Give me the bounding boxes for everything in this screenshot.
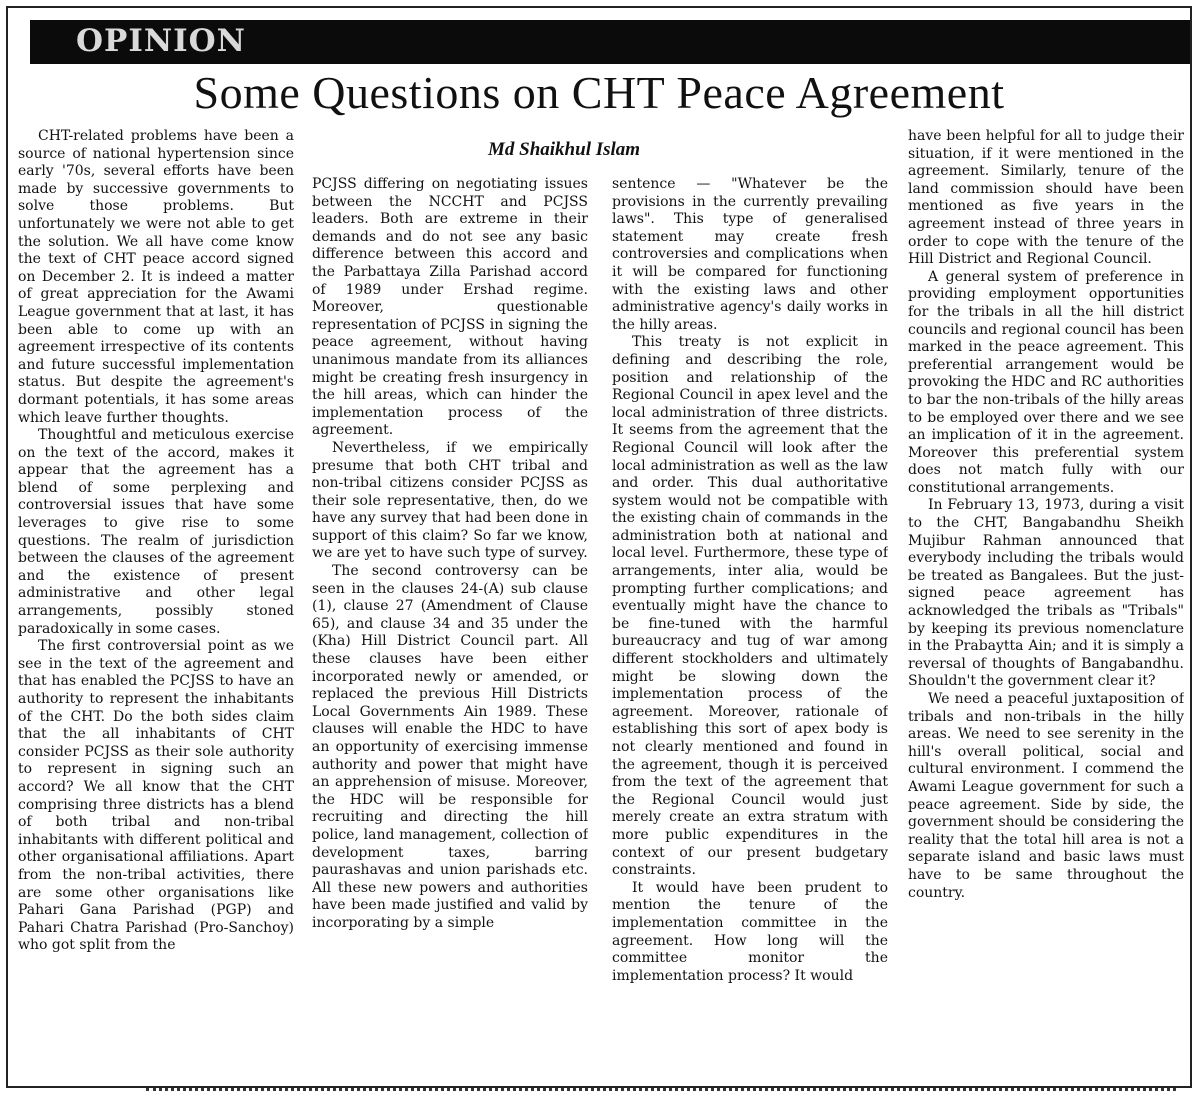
paragraph: We need a peaceful juxtaposition of tribals and non-tribals in the hilly areas. We need to see serenity in the hill's overall political, social and cultural environment. I commend the Awami League government for such a peace agreement. Side by side, the government should be considering the reality that the total hill area is not a separate island and basic laws must have to be same throughout the country. (908, 691, 1184, 901)
section-label: OPINION (76, 23, 246, 59)
article-column-2 (312, 176, 588, 1074)
paragraph: It would have been prudent to mention the tenure of the implementation committee in the agreement. How long will the committee monitor the implementation process? It would (612, 879, 888, 984)
paragraph: sentence — "Whatever be the provisions in the currently prevailing laws". This type of generalised statement may create fresh controversies and complications when it will be compared for functioning with the existing laws and other administrative agency's daily works in the hilly areas. (612, 176, 888, 333)
paragraph: CHT-related problems have been a source of national hypertension since early '70s, several efforts have been made by successive governments to solve those problems. But unfortunately we were not able to get the solution. We all have come know the text of CHT peace accord signed on December 2. It is indeed a matter of great appreciation for the Awami League government that at last, it has been able to come up with an agreement irrespective of its contents and future successful implementation status. But despite the agreement's dormant potentials, it has some areas which leave further thoughts. (18, 128, 294, 426)
paragraph: The first controversial point as we see in the text of the agreement and that has enabled the PCJSS to have an authority to represent the inhabitants of the CHT. Do the both sides claim that the all inhabitants of CHT consider PCJSS as their sole authority to represent in signing such an accord? We all know that the CHT comprising three districts has a blend of both tribal and non-tribal inhabitants with different political and other organisational affiliations. Apart from the non-tribal activities, there are some other organisations like Pahari Gana Parishad (PGP) and Pahari Chatra Parishad (Pro-Sanchoy) who got split from the (18, 638, 294, 954)
paragraph: PCJSS differing on negotiating issues between the NCCHT and PCJSS leaders. Both are extreme in their demands and do not see any basic difference between this accord and the Parbattaya Zilla Parishad accord of 1989 under Ershad regime. Moreover, questionable representation of PCJSS in signing the peace agreement, without having unanimous mandate from its alliances might be creating fresh insurgency in the hill areas, which can hinder the implementation process of the agreement. (312, 176, 588, 439)
section-banner (30, 20, 1190, 64)
article-column-3 (612, 176, 888, 1074)
bottom-dotted-rule (146, 1088, 1176, 1091)
paragraph: have been helpful for all to judge their situation, if it were mentioned in the agreement. Similarly, tenure of the land commission should have been mentioned as five years in the agreement instead of three years in order to cope with the tenure of the Hill District and Regional Council. (908, 128, 1184, 268)
headline: Some Questions on CHT Peace Agreement (193, 67, 1005, 118)
paragraph: Thoughtful and meticulous exercise on the text of the accord, makes it appear that the agreement has a blend of some perplexing and controversial issues that have some leverages to give rise to some questions. The realm of jurisdiction between the clauses of the agreement and the existence of present administrative and other legal arrangements, possibly stoned paradoxically in some cases. (18, 427, 294, 637)
paragraph: In February 13, 1973, during a visit to the CHT, Bangabandhu Sheikh Mujibur Rahman announced that everybody including the tribals would be treated as Bangalees. But the just-signed peace agreement has acknowledged the tribals as "Tribals" by keeping its previous nomenclature in the Prabaytta Ain; and it is simply a reversal of thoughts of Bangabandhu. Shouldn't the government clear it? (908, 497, 1184, 690)
paragraph: This treaty is not explicit in defining and describing the role, position and relationship of the Regional Council in apex level and the local administration of three districts. It seems from the agreement that the Regional Council will look after the local administration as well as the law and order. This dual authoritative system would not be compatible with the existing chain of commands in the administration both at national and local level. Furthermore, these type of arrangements, inter alia, would be prompting further complications; and eventually might have the chance to be fine-tuned with the harmful bureaucracy and tug of war among different stockholders and ultimately might be slowing down the implementation process of the agreement. Moreover, rationale of establishing this sort of apex body is not clearly mentioned and found in the agreement, though it is perceived from the text of the agreement that the Regional Council would just merely create an extra stratum with more public expenditures in the context of our present budgetary constraints. (612, 334, 888, 879)
byline: Md Shaikhul Islam (488, 139, 641, 160)
article-column-4 (908, 128, 1184, 1074)
paragraph: Nevertheless, if we empirically presume that both CHT tribal and non-tribal citizens consider PCJSS as their sole representative, then, do we have any survey that had been done in support of this claim? So far we know, we are yet to have such type of survey. (312, 439, 588, 562)
paragraph: The second controversy can be seen in the clauses 24-(A) sub clause (1), clause 27 (Amendment of Clause 65), and clause 34 and 35 under the (Kha) Hill District Council part. All these clauses have been either incorporated newly or amended, or replaced the previous Hill Districts Local Governments Ain 1989. These clauses will enable the HDC to have an opportunity of exercising immense authority and power that might have an apprehension of misuse. Moreover, the HDC will be responsible for recruiting and directing the hill police, land management, collection of development taxes, barring paurashavas and union parishads etc. All these new powers and authorities have been made justified and valid by incorporating by a simple (312, 563, 588, 931)
article-column-1 (18, 128, 294, 1074)
paragraph: A general system of preference in providing employment opportunities for the tribals in all the hill district councils and regional council has been marked in the peace agreement. This preferential arrangement would be provoking the HDC and RC authorities to bar the non-tribals of the hilly areas to be employed over there and we see an implication of it in the agreement. Moreover this preferential system does not match fully with our constitutional arrangements. (908, 268, 1184, 496)
